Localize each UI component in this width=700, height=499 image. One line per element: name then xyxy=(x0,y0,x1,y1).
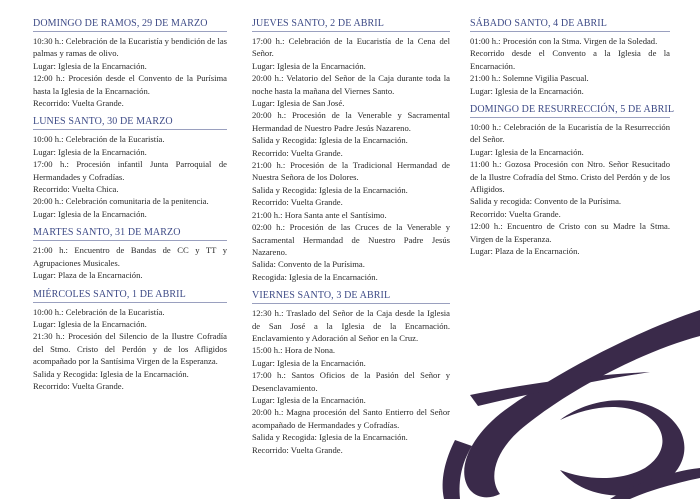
schedule-line: Salida y recogida: Convento de la Purísima. xyxy=(470,196,622,207)
schedule-line: Salida: Convento de la Purísima. xyxy=(252,259,365,270)
column-3 xyxy=(470,18,675,265)
schedule-line: 21:00 h.: Solemne Vigilia Pascual. xyxy=(470,73,589,84)
flourish-main-stroke xyxy=(464,310,700,497)
schedule-line: 11:00 h.: Gozosa Procesión con Ntro. Señor Resucitado de la Ilustre Cofradía del Stmo. Cristo del Perdón y de los Afligidos. xyxy=(470,159,670,195)
schedule-line: 20:00 h.: Celebración comunitaria de la penitencia. xyxy=(33,196,209,207)
schedule-line: Lugar: Iglesia de la Encarnación. xyxy=(470,85,584,96)
schedule-line: Recorrido: Vuelta Grande. xyxy=(252,147,343,158)
schedule-line: Lugar: Iglesia de la Encarnación. xyxy=(33,318,147,329)
schedule-line: 17:00 h.: Santos Oficios de la Pasión del Señor y Desenclavamiento. xyxy=(252,370,450,393)
schedule-line: Recorrido: Vuelta Grande. xyxy=(252,197,343,208)
schedule-line: Lugar: Iglesia de la Encarnación. xyxy=(252,357,366,368)
schedule-line: 12:00 h.: Procesión desde el Convento de la Purísima hasta la Iglesia de la Encarnación. xyxy=(33,73,227,96)
schedule-line: 10:00 h.: Celebración de la Eucaristía de la Resurrección del Señor. xyxy=(470,122,670,145)
schedule-section xyxy=(252,290,450,456)
schedule-line: 10:30 h.: Celebración de la Eucaristía y bendición de las palmas y ramas de olivo. xyxy=(33,36,227,59)
schedule-line: 01:00 h.: Procesión con la Stma. Virgen de la Soledad. xyxy=(470,36,658,46)
section-heading: DOMINGO DE RAMOS, 29 DE MARZO xyxy=(33,18,227,32)
schedule-line: Lugar: Iglesia de San José. xyxy=(252,98,345,109)
schedule-line: Recorrido: Vuelta Grande. xyxy=(33,98,124,109)
section-heading: SÁBADO SANTO, 4 DE ABRIL xyxy=(470,18,670,32)
section-heading: DOMINGO DE RESURRECCIÓN, 5 DE ABRIL xyxy=(470,104,670,118)
schedule-section xyxy=(33,116,227,220)
schedule-line: Recorrido: Vuelta Grande. xyxy=(33,380,124,391)
section-heading: MARTES SANTO, 31 DE MARZO xyxy=(33,227,227,241)
section-heading: VIERNES SANTO, 3 DE ABRIL xyxy=(252,290,450,304)
flourish-loop xyxy=(560,400,684,495)
schedule-line: 12:30 h.: Traslado del Señor de la Caja desde la Iglesia de San José a la Iglesia de la Encarnación. Enclavamiento y Adoración al Señor en la Cruz. xyxy=(252,308,450,343)
column-1 xyxy=(33,18,227,399)
schedule-line: Lugar: Iglesia de la Encarnación. xyxy=(470,146,584,157)
schedule-line: 12:00 h.: Encuentro de Cristo con su Madre la Stma. Virgen de la Esperanza. xyxy=(470,221,670,244)
flourish-curl xyxy=(610,468,700,499)
schedule-line: Lugar: Plaza de la Encarnación. xyxy=(33,270,143,281)
section-heading: MIÉRCOLES SANTO, 1 DE ABRIL xyxy=(33,289,227,303)
schedule-line: Lugar: Iglesia de la Encarnación. xyxy=(33,146,147,157)
section-heading: LUNES SANTO, 30 DE MARZO xyxy=(33,116,227,130)
schedule-line: Recorrido desde el Convento a la Iglesia de la Encarnación. xyxy=(470,48,670,71)
column-2 xyxy=(252,18,450,463)
schedule-line: Lugar: Iglesia de la Encarnación. xyxy=(33,208,147,219)
schedule-line: 02:00 h.: Procesión de las Cruces de la Venerable y Sacramental Hermandad de Nuestro Padre Jesús Nazareno. xyxy=(252,222,450,257)
schedule-line: 10:00 h.: Celebración de la Eucaristía. xyxy=(33,306,165,317)
schedule-line: Lugar: Iglesia de la Encarnación. xyxy=(252,394,366,405)
schedule-section xyxy=(33,18,227,109)
schedule-line: Salida y Recogida: Iglesia de la Encarnación. xyxy=(33,368,189,379)
schedule-line: 15:00 h.: Hora de Nona. xyxy=(252,345,336,356)
section-heading: JUEVES SANTO, 2 DE ABRIL xyxy=(252,18,450,32)
schedule-line: Salida y Recogida: Iglesia de la Encarnación. xyxy=(252,135,408,146)
schedule-section xyxy=(470,18,670,97)
schedule-line: 21:30 h.: Procesión del Silencio de la Ilustre Cofradía del Stmo. Cristo del Perdón y de los Afligidos acompañado por la Santísima Virgen de la Esperanza. xyxy=(33,331,227,367)
schedule-line: 21:00 h.: Hora Santa ante el Santísimo. xyxy=(252,209,387,220)
schedule-section xyxy=(470,104,675,257)
schedule-line: Salida y Recogida: Iglesia de la Encarnación. xyxy=(252,184,408,195)
schedule-line: 20:00 h.: Procesión de la Venerable y Sacramental Hermandad de Nuestro Padre Jesús Nazareno. xyxy=(252,110,450,133)
schedule-line: Lugar: Iglesia de la Encarnación. xyxy=(33,60,147,71)
schedule-line: 17:00 h.: Procesión infantil Junta Parroquial de Hermandades y Cofradías. xyxy=(33,159,227,182)
schedule-line: Recogida: Iglesia de la Encarnación. xyxy=(252,271,378,282)
schedule-line: 21:00 h.: Encuentro de Bandas de CC y TT y Agrupaciones Musicales. xyxy=(33,245,227,268)
schedule-line: 20:00 h.: Magna procesión del Santo Entierro del Señor acompañado de Hermandades y Cofradías. xyxy=(252,407,450,430)
schedule-line: Recorrido: Vuelta Grande. xyxy=(252,444,343,455)
schedule-line: Recorrido: Vuelta Grande. xyxy=(470,208,561,219)
schedule-line: Recorrido: Vuelta Chica. xyxy=(33,184,119,195)
flourish-sweep xyxy=(470,372,650,406)
schedule-line: Salida y Recogida: Iglesia de la Encarnación. xyxy=(252,432,408,443)
schedule-line: 20:00 h.: Velatorio del Señor de la Caja durante toda la noche hasta la mañana del Viernes Santo. xyxy=(252,73,450,96)
schedule-section xyxy=(33,289,227,393)
schedule-line: Lugar: Plaza de la Encarnación. xyxy=(470,246,580,257)
schedule-line: 17:00 h.: Celebración de la Eucaristía de la Cena del Señor. xyxy=(252,36,450,59)
schedule-line: 10:00 h.: Celebración de la Eucaristía. xyxy=(33,134,165,145)
schedule-line: Lugar: Iglesia de la Encarnación. xyxy=(252,60,366,71)
schedule-section xyxy=(33,227,227,281)
schedule-section xyxy=(252,18,450,283)
schedule-line: 21:00 h.: Procesión de la Tradicional Hermandad de Nuestra Señora de los Dolores. xyxy=(252,160,450,183)
